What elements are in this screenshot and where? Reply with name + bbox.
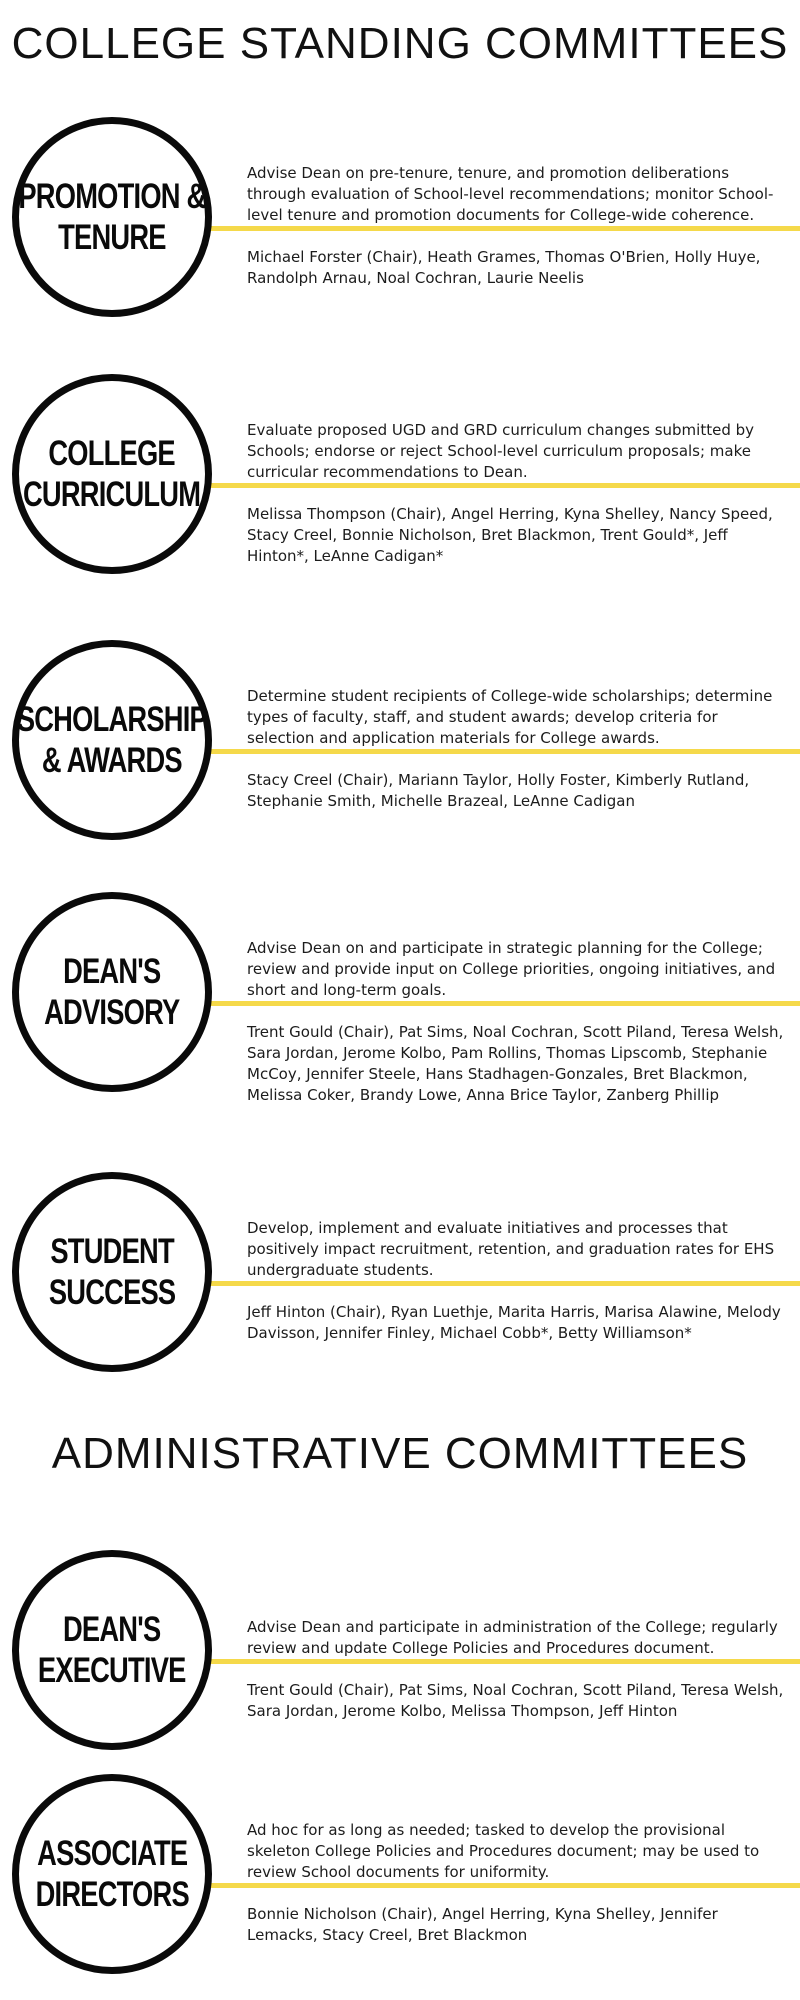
- committee-promotion-tenure: [0, 117, 800, 327]
- committee-circle: [12, 640, 212, 840]
- committee-circle: [12, 1774, 212, 1974]
- committee-members: Melissa Thompson (Chair), Angel Herring, Kyna Shelley, Nancy Speed, Stacy Creel, Bonnie Nicholson, Bret Blackmon, Trent Gould*, Jeff Hinton*, LeAnne Cadigan*: [247, 505, 773, 565]
- committee-scholarship-awards: [0, 640, 800, 850]
- committee-circle: [12, 117, 212, 317]
- committee-description: Determine student recipients of College-wide scholarships; determine types of faculty, staff, and student awards; develop criteria for selection and application materials for College awards.: [247, 687, 773, 747]
- committee-title-line2: & AWARDS: [42, 741, 182, 780]
- committee-title-line1: ASSOCIATE: [36, 1834, 188, 1873]
- committee-title-line1: PROMOTION &: [18, 177, 206, 216]
- committee-title-line2: ADVISORY: [44, 993, 180, 1032]
- committee-title-line2: TENURE: [58, 218, 166, 257]
- committee-members: Trent Gould (Chair), Pat Sims, Noal Cochran, Scott Piland, Teresa Welsh, Sara Jordan, Jerome Kolbo, Pam Rollins, Thomas Lipscomb, Stephanie McCoy, Jennifer Steele, Hans Stadhagen-Gonzales, Bret Blackmon, Melissa Coker, Brandy Lowe, Anna Brice Taylor, Zanberg Phillip: [247, 1023, 784, 1104]
- committee-title-line2: CURRICULUM: [23, 475, 201, 514]
- accent-rule: [125, 1883, 800, 1888]
- committee-members: Trent Gould (Chair), Pat Sims, Noal Cochran, Scott Piland, Teresa Welsh, Sara Jordan, Jerome Kolbo, Melissa Thompson, Jeff Hinton: [247, 1681, 784, 1720]
- committee-title: [38, 1609, 186, 1691]
- committee-title-line1: SCHOLARSHIP: [16, 700, 208, 739]
- committee-description: Advise Dean on pre-tenure, tenure, and promotion deliberations through evaluation of School-level recommendations; monitor School-level tenure and promotion documents for College-wide coherence.: [247, 164, 774, 224]
- committee-members: Stacy Creel (Chair), Mariann Taylor, Holly Foster, Kimberly Rutland, Stephanie Smith, Michelle Brazeal, LeAnne Cadigan: [247, 771, 750, 810]
- accent-rule: [125, 749, 800, 754]
- administrative-committees-heading: ADMINISTRATIVE COMMITTEES: [51, 1429, 749, 1478]
- committee-description: Advise Dean and participate in administration of the College; regularly review and update College Policies and Procedures document.: [247, 1618, 778, 1657]
- committee-description: Advise Dean on and participate in strategic planning for the College; review and provide input on College priorities, ongoing initiatives, and short and long-term goals.: [247, 939, 776, 999]
- accent-rule: [125, 483, 800, 488]
- committee-deans-executive: [0, 1550, 800, 1760]
- committee-title-line1: COLLEGE: [48, 434, 176, 473]
- committee-title: [23, 433, 200, 515]
- accent-rule: [125, 1281, 800, 1286]
- committee-title-line2: DIRECTORS: [35, 1875, 189, 1914]
- committee-members: Michael Forster (Chair), Heath Grames, Thomas O'Brien, Holly Huye, Randolph Arnau, Noal Cochran, Laurie Neelis: [247, 248, 761, 287]
- standing-committees-heading: COLLEGE STANDING COMMITTEES: [11, 19, 789, 68]
- committee-title-line1: DEAN'S: [63, 952, 161, 991]
- committee-title: [44, 951, 179, 1033]
- committee-members: Jeff Hinton (Chair), Ryan Luethje, Marita Harris, Marisa Alawine, Melody Davisson, Jennifer Finley, Michael Cobb*, Betty Williamson*: [247, 1303, 781, 1342]
- committee-title-line1: DEAN'S: [63, 1610, 161, 1649]
- committee-circle: [12, 892, 212, 1092]
- accent-rule: [125, 1001, 800, 1006]
- committee-title-line2: EXECUTIVE: [38, 1651, 186, 1690]
- committee-description: Evaluate proposed UGD and GRD curriculum changes submitted by Schools; endorse or reject School-level curriculum proposals; make curricular recommendations to Dean.: [247, 421, 755, 481]
- committee-student-success: [0, 1172, 800, 1382]
- committee-title-line2: SUCCESS: [48, 1273, 176, 1312]
- committee-circle: [12, 1550, 212, 1750]
- committee-circle: [12, 374, 212, 574]
- committee-members: Bonnie Nicholson (Chair), Angel Herring, Kyna Shelley, Jennifer Lemacks, Stacy Creel, Bret Blackmon: [247, 1905, 718, 1944]
- committee-title: [35, 1833, 188, 1915]
- committee-title-line1: STUDENT: [50, 1232, 174, 1271]
- committee-description: Ad hoc for as long as needed; tasked to develop the provisional skeleton College Policies and Procedures document; may be used to review School documents for uniformity.: [247, 1821, 760, 1881]
- accent-rule: [125, 226, 800, 231]
- committee-college-curriculum: [0, 374, 800, 584]
- committee-title: [17, 699, 207, 781]
- committee-title: [49, 1231, 176, 1313]
- committee-circle: [12, 1172, 212, 1372]
- committee-deans-advisory: [0, 892, 800, 1102]
- accent-rule: [125, 1659, 800, 1664]
- committee-description: Develop, implement and evaluate initiatives and processes that positively impact recruitment, retention, and graduation rates for EHS undergraduate students.: [247, 1219, 775, 1279]
- committee-title: [18, 176, 205, 258]
- committee-associate-directors: [0, 1774, 800, 1984]
